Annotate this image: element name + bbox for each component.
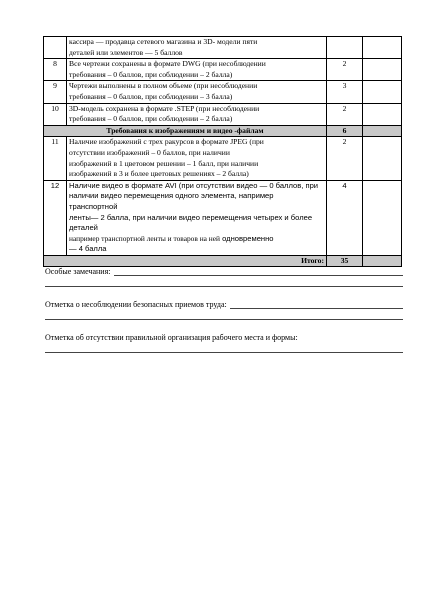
criterion-text-line: 3D-модель сохранена в формате .STEP (при несоблюдении <box>69 103 260 113</box>
criterion-row-12 <box>44 180 402 255</box>
awarded-score-cell[interactable] <box>363 103 402 125</box>
safety-violation-extra-line[interactable] <box>45 309 403 320</box>
section-header-row <box>44 125 402 137</box>
evaluation-table <box>43 36 402 267</box>
criterion-description <box>67 137 327 180</box>
special-remarks-line[interactable] <box>114 266 404 276</box>
notes-section <box>45 264 403 357</box>
criterion-row <box>44 81 402 103</box>
criterion-number: 11 <box>44 137 67 180</box>
criterion-text-line: Наличие изображений с трех ракурсов в формате JPEG (при <box>69 137 264 147</box>
criterion-row-11 <box>44 137 402 180</box>
criterion-max-score: 4 <box>327 180 363 255</box>
criterion-max-score <box>327 37 363 59</box>
criterion-text-line: деталей или элементов — 5 баллов <box>69 47 183 57</box>
criterion-text-line: Чертежи выполнены в полном объеме (при несоблюдении <box>69 81 258 91</box>
criterion-text-line: отсутствии изображений – 0 баллов, при наличии <box>69 147 230 157</box>
total-label: Итого: <box>44 255 327 267</box>
safety-violation-label: Отметка о несоблюдении безопасных приемов труда: <box>45 300 227 309</box>
criterion-description <box>67 37 327 59</box>
criterion-text-line <box>69 234 324 245</box>
criterion-description <box>67 81 327 103</box>
criterion-text-line: требования – 0 баллов, при соблюдении – 2 балла) <box>69 69 233 79</box>
criterion-text-line: наличии видео перемещения одного элемента, например транспортной <box>69 191 274 211</box>
section-awarded-cell <box>363 125 402 137</box>
criterion-number: 9 <box>44 81 67 103</box>
special-remarks-extra-line[interactable] <box>45 276 403 287</box>
criterion-row <box>44 59 402 81</box>
criterion-max-score: 2 <box>327 103 363 125</box>
criterion-text-line: изображений в 1 цветовом решении – 1 балл, при наличии <box>69 158 259 168</box>
criterion-text-line: ленты— 2 балла, при наличии видео перемещения четырех и более деталей <box>69 212 313 233</box>
criterion-description <box>67 59 327 81</box>
criterion-number: 10 <box>44 103 67 125</box>
awarded-score-cell[interactable] <box>363 81 402 103</box>
safety-violation-row <box>45 297 403 309</box>
criterion-description <box>67 103 327 125</box>
workplace-note-line[interactable] <box>45 342 403 353</box>
criterion-description <box>67 180 327 255</box>
section-score: 6 <box>327 125 363 137</box>
criterion-max-score: 3 <box>327 81 363 103</box>
criterion-text-line: — 4 балла <box>69 244 107 254</box>
criterion-text-line: изображений в 3 и более цветовых решениях – 2 балла) <box>69 169 249 179</box>
criterion-max-score: 2 <box>327 137 363 180</box>
criterion-text-line: Все чертежи сохранены в формате DWG (при несоблюдении <box>69 59 266 69</box>
criterion-number: 12 <box>44 180 67 255</box>
criterion-max-score: 2 <box>327 59 363 81</box>
criterion-text-line: кассира — продавца сетевого магазина и 3D- модели пяти <box>69 37 258 46</box>
criterion-text-large: например транспортной ленты и товаров на ней <box>69 233 220 243</box>
awarded-score-cell[interactable] <box>363 37 402 59</box>
criterion-text-line: Наличие видео в формате AVI (при отсутствии видео — 0 баллов, при <box>69 180 319 190</box>
special-remarks-row <box>45 264 403 276</box>
criterion-text-line: требования – 0 баллов, при соблюдении – 2 балла) <box>69 114 233 124</box>
criterion-number: 8 <box>44 59 67 81</box>
criterion-text-line: требования – 0 баллов, при соблюдении – 3 балла) <box>69 91 233 101</box>
awarded-score-cell[interactable] <box>363 59 402 81</box>
safety-violation-line[interactable] <box>230 299 403 309</box>
criterion-number <box>44 37 67 59</box>
special-remarks-label: Особые замечания: <box>45 267 111 276</box>
awarded-score-cell[interactable] <box>363 180 402 255</box>
awarded-score-cell[interactable] <box>363 137 402 180</box>
criterion-text-small: одновременно <box>219 233 274 243</box>
criterion-row <box>44 103 402 125</box>
total-value: 35 <box>327 255 363 267</box>
workplace-note-row <box>45 330 403 342</box>
workplace-note-label: Отметка об отсутствии правильной организация рабочего места и формы: <box>45 333 298 342</box>
criterion-row <box>44 37 402 59</box>
section-title: Требования к изображениям и видео -файлам <box>44 125 327 137</box>
